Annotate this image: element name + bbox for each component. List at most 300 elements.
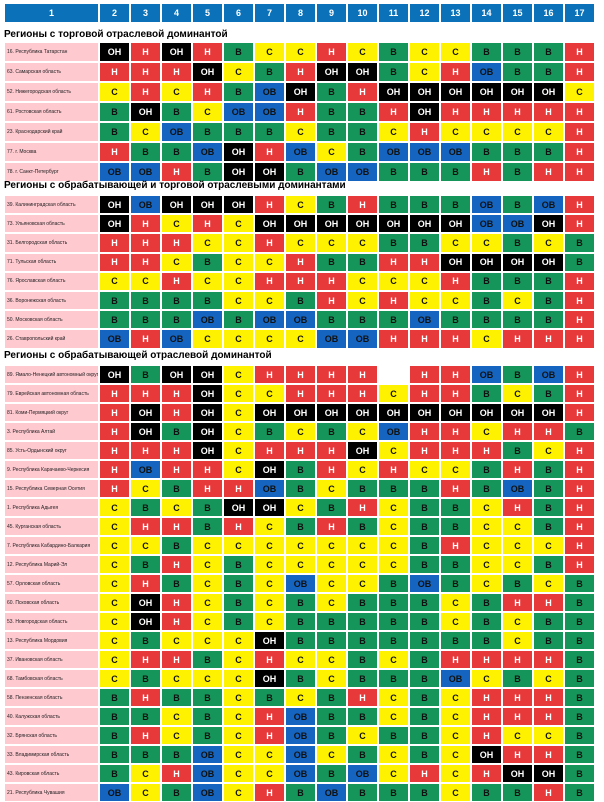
value-cell: Н	[409, 384, 440, 403]
value-cell: Н	[99, 403, 130, 422]
value-cell: В	[192, 726, 223, 745]
value-cell: Н	[285, 441, 316, 460]
value-cell: В	[533, 42, 564, 62]
value-cell: В	[99, 291, 130, 310]
value-cell: В	[378, 783, 409, 802]
value-cell: ОН	[161, 42, 192, 62]
region-label: 40. Калужская область	[4, 707, 99, 726]
value-cell: В	[502, 310, 533, 329]
value-cell: С	[471, 555, 502, 574]
value-cell: Н	[471, 707, 502, 726]
value-cell: С	[223, 688, 254, 707]
value-cell: ОН	[378, 403, 409, 422]
value-cell: В	[409, 517, 440, 536]
value-cell: ОВ	[161, 329, 192, 348]
value-cell: С	[533, 122, 564, 142]
value-cell: С	[471, 329, 502, 348]
value-cell: Н	[502, 460, 533, 479]
value-cell: В	[502, 783, 533, 802]
value-cell: ОВ	[378, 422, 409, 441]
value-cell: ОН	[161, 195, 192, 214]
value-cell: С	[316, 536, 347, 555]
header-cell-2: 2	[99, 3, 130, 23]
value-cell: С	[285, 233, 316, 252]
header-cell-14: 14	[471, 3, 502, 23]
value-cell: В	[564, 783, 595, 802]
value-cell: Н	[285, 384, 316, 403]
value-cell: Н	[99, 384, 130, 403]
value-cell: Н	[440, 479, 471, 498]
value-cell: ОВ	[533, 365, 564, 384]
value-cell: Н	[254, 233, 285, 252]
value-cell: В	[192, 517, 223, 536]
section-title: Регионы с торговой отраслевой доминантой	[4, 29, 228, 40]
header-cell-7: 7	[254, 3, 285, 23]
value-cell: В	[564, 745, 595, 764]
value-cell: Н	[564, 122, 595, 142]
value-cell: Н	[378, 102, 409, 122]
value-cell: Н	[316, 517, 347, 536]
value-cell: С	[347, 272, 378, 291]
value-cell: В	[378, 195, 409, 214]
value-cell: В	[471, 384, 502, 403]
value-cell: С	[533, 726, 564, 745]
region-label: 53. Новгородская область	[4, 612, 99, 631]
value-cell: ОВ	[192, 142, 223, 162]
value-cell: Н	[161, 517, 192, 536]
region-label: 79. Еврейская автономная область	[4, 384, 99, 403]
value-cell: В	[409, 707, 440, 726]
value-cell: С	[99, 555, 130, 574]
value-cell: В	[533, 142, 564, 162]
value-cell: Н	[130, 82, 161, 102]
value-cell: С	[223, 669, 254, 688]
value-cell: В	[502, 272, 533, 291]
value-cell: ОН	[223, 162, 254, 182]
value-cell: Н	[533, 329, 564, 348]
value-cell: Н	[99, 62, 130, 82]
value-cell: В	[564, 688, 595, 707]
value-cell: С	[223, 726, 254, 745]
region-label: 39. Калининградская область	[4, 195, 99, 214]
value-cell: ОН	[316, 214, 347, 233]
value-cell: ОВ	[471, 365, 502, 384]
region-label: 21. Республика Чувашия	[4, 783, 99, 802]
region-label: 32. Брянская область	[4, 726, 99, 745]
value-cell: С	[192, 631, 223, 650]
value-cell: С	[409, 42, 440, 62]
value-cell: Н	[440, 365, 471, 384]
region-label: 81. Коми-Пермяцкий округ	[4, 403, 99, 422]
value-cell: ОВ	[285, 764, 316, 783]
region-label: 3. Республика Алтай	[4, 422, 99, 441]
value-cell: С	[378, 650, 409, 669]
value-cell: Н	[161, 272, 192, 291]
value-cell: В	[223, 42, 254, 62]
value-cell: ОВ	[99, 329, 130, 348]
value-cell: В	[316, 688, 347, 707]
value-cell: ОВ	[533, 195, 564, 214]
value-cell: Н	[347, 365, 378, 384]
value-cell: С	[378, 384, 409, 403]
value-cell: С	[99, 272, 130, 291]
value-cell: С	[130, 272, 161, 291]
value-cell: С	[223, 329, 254, 348]
value-cell: Н	[223, 517, 254, 536]
value-cell: ОВ	[161, 122, 192, 142]
value-cell: ОН	[533, 214, 564, 233]
value-cell: С	[285, 422, 316, 441]
value-cell: С	[502, 555, 533, 574]
header-cell-9: 9	[316, 3, 347, 23]
value-cell: С	[254, 555, 285, 574]
value-cell: Н	[502, 707, 533, 726]
value-cell: В	[316, 498, 347, 517]
value-cell: В	[285, 479, 316, 498]
value-cell	[378, 365, 409, 384]
value-cell: ОН	[254, 631, 285, 650]
region-label: 50. Московская область	[4, 310, 99, 329]
value-cell: Н	[533, 102, 564, 122]
value-cell: В	[564, 707, 595, 726]
value-cell: ОН	[192, 441, 223, 460]
value-cell: Н	[564, 441, 595, 460]
value-cell: В	[130, 707, 161, 726]
value-cell: Н	[502, 329, 533, 348]
value-cell: С	[223, 707, 254, 726]
value-cell: ОВ	[347, 329, 378, 348]
value-cell: Н	[347, 384, 378, 403]
value-cell: ОВ	[285, 726, 316, 745]
value-cell: С	[440, 612, 471, 631]
value-cell: В	[378, 233, 409, 252]
value-cell: С	[409, 460, 440, 479]
value-cell: В	[440, 162, 471, 182]
section-title: Регионы с обрабатывающей отраслевой доминантой	[4, 350, 272, 361]
value-cell: В	[130, 631, 161, 650]
region-label: 52. Нижегородская область	[4, 82, 99, 102]
header-cell-15: 15	[502, 3, 533, 23]
value-cell: С	[316, 650, 347, 669]
value-cell: ОН	[378, 214, 409, 233]
value-cell: С	[285, 329, 316, 348]
value-cell: В	[254, 422, 285, 441]
value-cell: Н	[409, 122, 440, 142]
header-cell-12: 12	[409, 3, 440, 23]
value-cell: Н	[440, 62, 471, 82]
value-cell: Н	[502, 745, 533, 764]
value-cell: Н	[564, 195, 595, 214]
value-cell: ОВ	[254, 310, 285, 329]
value-cell: В	[533, 479, 564, 498]
value-cell: Н	[192, 460, 223, 479]
value-cell: В	[409, 593, 440, 612]
region-label: 61. Ростовская область	[4, 102, 99, 122]
value-cell: В	[161, 745, 192, 764]
value-cell: В	[471, 479, 502, 498]
value-cell: Н	[99, 460, 130, 479]
value-cell: Н	[316, 460, 347, 479]
value-cell: В	[378, 669, 409, 688]
value-cell: ОН	[192, 365, 223, 384]
value-cell: С	[223, 272, 254, 291]
value-cell: С	[223, 764, 254, 783]
value-cell: Н	[471, 726, 502, 745]
value-cell: С	[130, 122, 161, 142]
value-cell: Н	[533, 745, 564, 764]
value-cell: В	[409, 195, 440, 214]
value-cell: В	[285, 612, 316, 631]
value-cell: С	[533, 669, 564, 688]
value-cell: ОН	[254, 162, 285, 182]
value-cell: В	[316, 707, 347, 726]
value-cell: С	[316, 669, 347, 688]
value-cell: ОН	[440, 403, 471, 422]
value-cell: Н	[254, 783, 285, 802]
value-cell: В	[347, 122, 378, 142]
value-cell: В	[316, 726, 347, 745]
value-cell: В	[409, 631, 440, 650]
value-cell: Н	[316, 384, 347, 403]
value-cell: Н	[440, 422, 471, 441]
value-cell: С	[471, 669, 502, 688]
value-cell: С	[254, 593, 285, 612]
value-cell: С	[440, 726, 471, 745]
value-cell: В	[192, 498, 223, 517]
value-cell: С	[471, 574, 502, 593]
value-cell: Н	[471, 162, 502, 182]
value-cell: С	[533, 536, 564, 555]
value-cell: С	[440, 233, 471, 252]
value-cell: В	[223, 574, 254, 593]
value-cell: ОВ	[192, 764, 223, 783]
value-cell: ОВ	[285, 707, 316, 726]
value-cell: Н	[130, 384, 161, 403]
value-cell: ОН	[254, 214, 285, 233]
region-label: 12. Республика Марий-Эл	[4, 555, 99, 574]
value-cell: С	[99, 498, 130, 517]
value-cell: С	[378, 536, 409, 555]
value-cell: В	[161, 310, 192, 329]
value-cell: В	[564, 253, 595, 272]
value-cell: В	[471, 593, 502, 612]
value-cell: В	[409, 536, 440, 555]
value-cell: В	[347, 142, 378, 162]
value-cell: В	[533, 555, 564, 574]
header-cell-10: 10	[347, 3, 378, 23]
value-cell: Н	[533, 783, 564, 802]
region-label: 85. Усть-Ордынский округ	[4, 441, 99, 460]
value-cell: С	[471, 498, 502, 517]
value-cell: Н	[161, 612, 192, 631]
value-cell: С	[99, 593, 130, 612]
value-cell: В	[440, 555, 471, 574]
value-cell: ОВ	[440, 669, 471, 688]
value-cell: С	[347, 233, 378, 252]
value-cell: Н	[378, 460, 409, 479]
value-cell: Н	[254, 707, 285, 726]
value-cell: Н	[564, 517, 595, 536]
value-cell: В	[564, 233, 595, 252]
value-cell: С	[192, 329, 223, 348]
value-cell: В	[502, 365, 533, 384]
value-cell: ОН	[409, 403, 440, 422]
value-cell: Н	[130, 726, 161, 745]
value-cell: В	[440, 574, 471, 593]
region-label: 26. Ставропольский край	[4, 329, 99, 348]
value-cell: С	[161, 214, 192, 233]
value-cell: С	[223, 291, 254, 310]
value-cell: В	[409, 783, 440, 802]
value-cell: С	[99, 536, 130, 555]
value-cell: В	[130, 365, 161, 384]
value-cell: ОВ	[378, 142, 409, 162]
value-cell: В	[347, 783, 378, 802]
value-cell: С	[440, 42, 471, 62]
value-cell: С	[223, 365, 254, 384]
value-cell: С	[471, 233, 502, 252]
value-cell: Н	[161, 384, 192, 403]
value-cell: Н	[316, 291, 347, 310]
value-cell: Н	[161, 555, 192, 574]
value-cell: Н	[254, 272, 285, 291]
value-cell: В	[409, 612, 440, 631]
value-cell: В	[223, 555, 254, 574]
value-cell: С	[502, 612, 533, 631]
value-cell: В	[564, 612, 595, 631]
region-label: 37. Ивановская область	[4, 650, 99, 669]
value-cell: С	[285, 650, 316, 669]
value-cell: В	[223, 593, 254, 612]
value-cell: С	[254, 764, 285, 783]
value-cell: С	[440, 707, 471, 726]
value-cell: В	[99, 310, 130, 329]
value-cell: В	[99, 102, 130, 122]
header-cell-1: 1	[4, 3, 99, 23]
value-cell: В	[471, 310, 502, 329]
value-cell: В	[440, 195, 471, 214]
value-cell: Н	[378, 291, 409, 310]
value-cell: В	[471, 783, 502, 802]
value-cell: Н	[502, 422, 533, 441]
header-cell-6: 6	[223, 3, 254, 23]
region-label: 31. Белгородская область	[4, 233, 99, 252]
value-cell: Н	[130, 329, 161, 348]
value-cell: С	[161, 707, 192, 726]
value-cell: С	[440, 688, 471, 707]
value-cell: В	[533, 612, 564, 631]
value-cell: В	[502, 441, 533, 460]
value-cell: ОН	[254, 460, 285, 479]
value-cell: В	[130, 745, 161, 764]
value-cell: В	[161, 291, 192, 310]
value-cell: В	[192, 291, 223, 310]
value-cell: В	[471, 272, 502, 291]
value-cell: С	[99, 612, 130, 631]
value-cell: Н	[161, 403, 192, 422]
value-cell: Н	[316, 272, 347, 291]
header-cell-5: 5	[192, 3, 223, 23]
value-cell: В	[502, 195, 533, 214]
value-cell: ОВ	[192, 745, 223, 764]
value-cell: С	[409, 62, 440, 82]
value-cell: С	[409, 272, 440, 291]
value-cell: С	[378, 122, 409, 142]
value-cell: В	[254, 688, 285, 707]
value-cell: Н	[564, 162, 595, 182]
value-cell: В	[347, 631, 378, 650]
value-cell: В	[378, 62, 409, 82]
value-cell: Н	[533, 422, 564, 441]
value-cell: ОН	[409, 82, 440, 102]
value-cell: Н	[161, 233, 192, 252]
region-label: 9. Республика Карачаево-Черкесия	[4, 460, 99, 479]
value-cell: С	[440, 764, 471, 783]
value-cell: В	[409, 669, 440, 688]
value-cell: С	[130, 479, 161, 498]
value-cell: ОВ	[254, 82, 285, 102]
value-cell: Н	[161, 162, 192, 182]
value-cell: Н	[409, 329, 440, 348]
value-cell: В	[161, 688, 192, 707]
value-cell: С	[316, 233, 347, 252]
value-cell: В	[502, 62, 533, 82]
value-cell: В	[471, 42, 502, 62]
value-cell: В	[409, 726, 440, 745]
value-cell: ОН	[502, 764, 533, 783]
value-cell: Н	[285, 365, 316, 384]
value-cell: ОВ	[285, 745, 316, 764]
value-cell: Н	[254, 726, 285, 745]
value-cell: С	[502, 726, 533, 745]
value-cell: В	[161, 783, 192, 802]
header-cell-4: 4	[161, 3, 192, 23]
value-cell: С	[378, 517, 409, 536]
value-cell: С	[130, 536, 161, 555]
value-cell: В	[502, 142, 533, 162]
value-cell: С	[347, 726, 378, 745]
value-cell: С	[316, 479, 347, 498]
value-cell: С	[533, 574, 564, 593]
value-cell: ОН	[285, 403, 316, 422]
value-cell: В	[378, 42, 409, 62]
value-cell: Н	[533, 650, 564, 669]
value-cell: С	[285, 536, 316, 555]
value-cell: В	[502, 162, 533, 182]
value-cell: В	[440, 310, 471, 329]
value-cell: ОН	[471, 745, 502, 764]
value-cell: Н	[440, 441, 471, 460]
value-cell: В	[440, 517, 471, 536]
value-cell: ОН	[254, 403, 285, 422]
value-cell: С	[347, 536, 378, 555]
value-cell: Н	[440, 102, 471, 122]
value-cell: ОВ	[409, 142, 440, 162]
value-cell: Н	[564, 102, 595, 122]
value-cell: ОВ	[285, 142, 316, 162]
value-cell: Н	[285, 62, 316, 82]
value-cell: В	[378, 310, 409, 329]
value-cell: Н	[347, 195, 378, 214]
value-cell: С	[471, 122, 502, 142]
value-cell: Н	[192, 214, 223, 233]
value-cell: ОВ	[471, 195, 502, 214]
value-cell: В	[378, 593, 409, 612]
value-cell: В	[347, 517, 378, 536]
value-cell: С	[502, 122, 533, 142]
value-cell: Н	[347, 498, 378, 517]
value-cell: Н	[502, 498, 533, 517]
